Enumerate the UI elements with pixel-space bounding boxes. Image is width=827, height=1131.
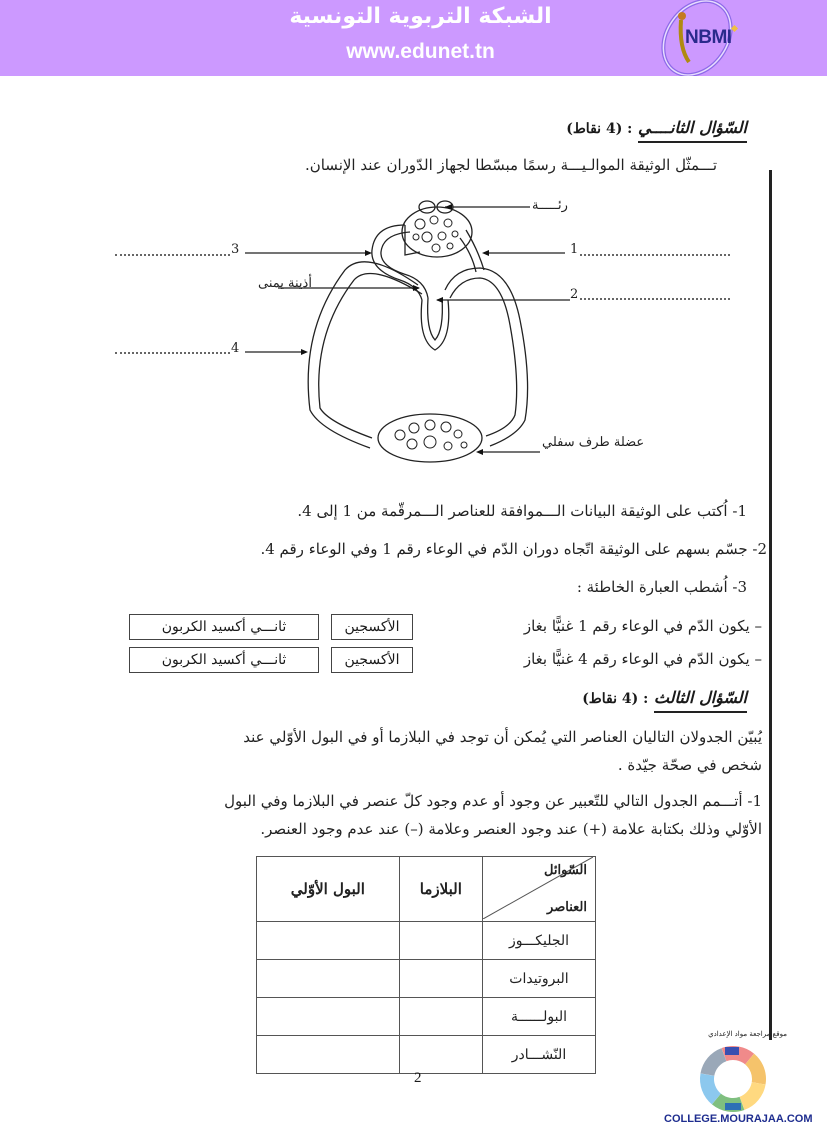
answer-blank-2[interactable] bbox=[580, 298, 730, 300]
statement-1-text: – يكون الدّم في الوعاء رقم 1 غنيًّا بغاز bbox=[523, 617, 762, 635]
question2-points: : (4 نقاط) bbox=[566, 121, 633, 137]
plasma-answer-cell[interactable] bbox=[399, 1036, 482, 1074]
margin-rule bbox=[769, 170, 772, 1040]
question3-intro-line2: شخص في صحّة جيّدة . bbox=[617, 756, 762, 774]
question2-heading: السّؤال الثانــــي bbox=[638, 118, 747, 143]
column-header-primary-urine: البول الأوّلي bbox=[257, 857, 400, 922]
plasma-answer-cell[interactable] bbox=[399, 922, 482, 960]
label-lung: رئـــــة bbox=[532, 198, 568, 213]
question3-task-line1: 1- أتـــمم الجدول التالي للتّعبير عن وجود أو عدم وجود كلّ عنصر في البلازما وفي البول bbox=[224, 792, 762, 810]
label-number-4: 4 bbox=[231, 341, 240, 356]
question2-intro: تـــمثّل الوثيقة الموالـيـــة رسمًا مبسّطا لجهاز الدّوران عند الإنسان. bbox=[304, 156, 717, 174]
element-cell: الجليكـــوز bbox=[483, 922, 596, 960]
header-banner bbox=[0, 0, 827, 76]
urine-answer-cell[interactable] bbox=[257, 1036, 400, 1074]
answer-blank-3[interactable] bbox=[115, 254, 230, 256]
corner-label-fluids: السّوائل bbox=[544, 863, 587, 878]
elements-table bbox=[256, 856, 596, 1074]
task-2-3: 3- اُشطب العبارة الخاطئة : bbox=[576, 578, 747, 596]
college-mourajaa-logo-icon bbox=[685, 1035, 795, 1115]
urine-answer-cell[interactable] bbox=[257, 998, 400, 1036]
element-cell: البولــــــة bbox=[483, 998, 596, 1036]
table-row bbox=[257, 960, 596, 998]
statement-1-option-co2[interactable]: ثانـــي أكسيد الكربون bbox=[129, 614, 319, 640]
label-right-atrium: أذينة يمنى bbox=[258, 276, 312, 291]
answer-blank-1[interactable] bbox=[580, 254, 730, 256]
label-number-2: 2 bbox=[570, 287, 579, 302]
urine-answer-cell[interactable] bbox=[257, 922, 400, 960]
table-header-row bbox=[257, 857, 596, 922]
plasma-answer-cell[interactable] bbox=[399, 998, 482, 1036]
statement-2-option-co2[interactable]: ثانـــي أكسيد الكربون bbox=[129, 647, 319, 673]
college-site-link[interactable]: COLLEGE.MOURAJAA.COM bbox=[664, 1113, 813, 1125]
question3-heading: السّؤال الثالث bbox=[654, 688, 747, 713]
plasma-answer-cell[interactable] bbox=[399, 960, 482, 998]
label-number-1: 1 bbox=[570, 242, 579, 257]
label-number-3: 3 bbox=[231, 242, 240, 257]
college-site-arabic: موقع مراجعة مواد الإعدادي bbox=[708, 1030, 787, 1038]
task-2-2: 2- جسّم بسهم على الوثيقة اتّجاه دوران الدّم في الوعاء رقم 1 وفي الوعاء رقم 4. bbox=[260, 540, 767, 558]
element-cell: البروتيدات bbox=[483, 960, 596, 998]
label-leg-muscle: عضلة طرف سفلي bbox=[542, 435, 645, 450]
heart-circuit-drawing bbox=[100, 190, 760, 480]
statement-1-option-oxygen[interactable]: الأكسجين bbox=[331, 614, 413, 640]
page-number: 2 bbox=[414, 1070, 422, 1086]
question3-title bbox=[582, 688, 747, 707]
column-header-plasma: البلازما bbox=[399, 857, 482, 922]
question3-points: : (4 نقاط) bbox=[582, 691, 649, 707]
site-url[interactable]: www.edunet.tn bbox=[346, 40, 495, 63]
urine-answer-cell[interactable] bbox=[257, 960, 400, 998]
question3-intro-line1: يُبيّن الجدولان التاليان العناصر التي يُمكن أن توجد في البلازما أو في البول الأوّلي عند bbox=[243, 728, 762, 746]
nbmi-logo-text: NBMI bbox=[685, 27, 732, 48]
table-corner-cell bbox=[483, 857, 596, 922]
statement-2-text: – يكون الدّم في الوعاء رقم 4 غنيًّا بغاز bbox=[523, 650, 762, 668]
question2-title bbox=[566, 118, 747, 137]
element-cell: النّشـــادر bbox=[483, 1036, 596, 1074]
table-row bbox=[257, 998, 596, 1036]
task-2-1: 1- اُكتب على الوثيقة البيانات الـــموافقة للعناصر الـــمرقّمة من 1 إلى 4. bbox=[297, 502, 747, 520]
circulation-diagram bbox=[100, 190, 760, 480]
table-row bbox=[257, 1036, 596, 1074]
table-row bbox=[257, 922, 596, 960]
answer-blank-4[interactable] bbox=[115, 352, 230, 354]
site-title: الشبكة التربوية التونسية bbox=[289, 4, 552, 29]
question3-task-line2: الأوّلي وذلك بكتابة علامة (+) عند وجود العنصر وعلامة (–) عند عدم وجود العنصر. bbox=[260, 820, 762, 838]
statement-2-option-oxygen[interactable]: الأكسجين bbox=[331, 647, 413, 673]
corner-label-elements: العناصر bbox=[547, 900, 587, 915]
